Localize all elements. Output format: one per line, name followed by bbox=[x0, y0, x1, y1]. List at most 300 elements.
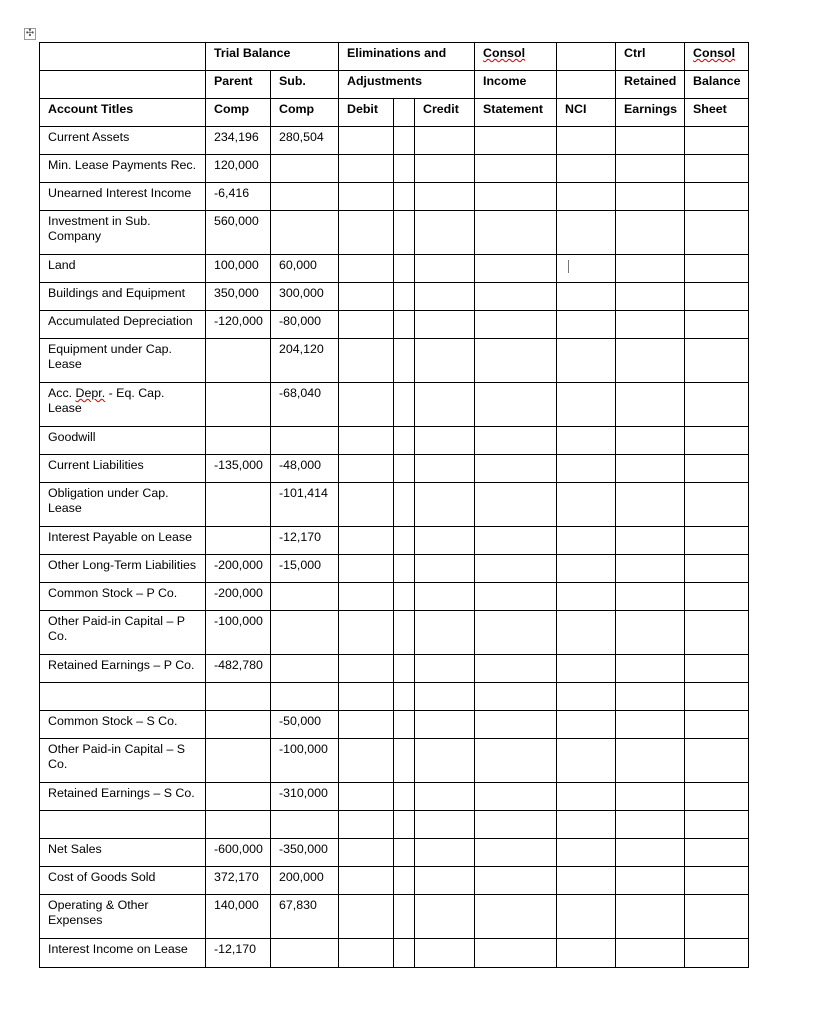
account-title[interactable]: Retained Earnings – P Co. bbox=[40, 655, 206, 683]
debit-cell[interactable] bbox=[339, 383, 394, 427]
sub-amount[interactable] bbox=[271, 939, 339, 968]
header-earnings[interactable]: Earnings bbox=[616, 99, 685, 127]
balance-cell[interactable] bbox=[685, 611, 749, 655]
credit-cell[interactable] bbox=[415, 839, 475, 867]
account-title[interactable] bbox=[40, 683, 206, 711]
parent-amount[interactable] bbox=[206, 783, 271, 811]
balance-cell[interactable] bbox=[685, 283, 749, 311]
parent-amount[interactable] bbox=[206, 811, 271, 839]
nci-cell[interactable] bbox=[557, 783, 616, 811]
sub-amount[interactable]: -350,000 bbox=[271, 839, 339, 867]
parent-amount[interactable] bbox=[206, 739, 271, 783]
retained-cell[interactable] bbox=[616, 427, 685, 455]
header-consol-income[interactable] bbox=[475, 43, 557, 71]
nci-cell[interactable] bbox=[557, 867, 616, 895]
header-nci[interactable]: NCI bbox=[557, 99, 616, 127]
gap-cell[interactable] bbox=[394, 339, 415, 383]
retained-cell[interactable] bbox=[616, 895, 685, 939]
consolidation-worksheet-table bbox=[39, 42, 749, 968]
retained-cell[interactable] bbox=[616, 483, 685, 527]
sub-amount[interactable]: 280,504 bbox=[271, 127, 339, 155]
account-title[interactable]: Retained Earnings – S Co. bbox=[40, 783, 206, 811]
gap-cell[interactable] bbox=[394, 655, 415, 683]
parent-amount[interactable]: -6,416 bbox=[206, 183, 271, 211]
nci-cell[interactable] bbox=[557, 427, 616, 455]
debit-cell[interactable] bbox=[339, 255, 394, 283]
account-title[interactable]: Investment in Sub. Company bbox=[40, 211, 206, 255]
table-row bbox=[40, 255, 749, 283]
nci-cell[interactable] bbox=[557, 939, 616, 968]
account-title[interactable]: Obligation under Cap. Lease bbox=[40, 483, 206, 527]
gap-cell[interactable] bbox=[394, 527, 415, 555]
retained-cell[interactable] bbox=[616, 939, 685, 968]
table-row bbox=[40, 839, 749, 867]
nci-cell[interactable] bbox=[557, 311, 616, 339]
nci-cell[interactable] bbox=[557, 711, 616, 739]
header-retained[interactable]: Retained bbox=[616, 71, 685, 99]
balance-cell[interactable] bbox=[685, 895, 749, 939]
table-row bbox=[40, 583, 749, 611]
nci-cell[interactable] bbox=[557, 527, 616, 555]
credit-cell[interactable] bbox=[415, 711, 475, 739]
income-cell[interactable] bbox=[475, 255, 557, 283]
header-comp-parent[interactable]: Comp bbox=[206, 99, 271, 127]
debit-cell[interactable] bbox=[339, 211, 394, 255]
parent-amount[interactable]: -482,780 bbox=[206, 655, 271, 683]
sub-amount[interactable] bbox=[271, 211, 339, 255]
credit-cell[interactable] bbox=[415, 683, 475, 711]
sub-amount[interactable]: -100,000 bbox=[271, 739, 339, 783]
sub-amount[interactable]: 200,000 bbox=[271, 867, 339, 895]
sub-amount[interactable] bbox=[271, 427, 339, 455]
sub-amount[interactable]: -80,000 bbox=[271, 311, 339, 339]
retained-cell[interactable] bbox=[616, 255, 685, 283]
parent-amount[interactable]: 120,000 bbox=[206, 155, 271, 183]
header-row-2 bbox=[40, 71, 749, 99]
income-cell[interactable] bbox=[475, 711, 557, 739]
balance-cell[interactable] bbox=[685, 183, 749, 211]
nci-cell[interactable] bbox=[557, 211, 616, 255]
credit-cell[interactable] bbox=[415, 211, 475, 255]
retained-cell[interactable] bbox=[616, 127, 685, 155]
gap-cell[interactable] bbox=[394, 555, 415, 583]
gap-cell[interactable] bbox=[394, 255, 415, 283]
income-cell[interactable] bbox=[475, 783, 557, 811]
account-title[interactable]: Buildings and Equipment bbox=[40, 283, 206, 311]
header-blank-cell[interactable] bbox=[40, 43, 206, 71]
debit-cell[interactable] bbox=[339, 683, 394, 711]
income-cell[interactable] bbox=[475, 655, 557, 683]
credit-cell[interactable] bbox=[415, 339, 475, 383]
debit-cell[interactable] bbox=[339, 611, 394, 655]
gap-cell[interactable] bbox=[394, 683, 415, 711]
sub-amount[interactable]: -48,000 bbox=[271, 455, 339, 483]
parent-amount[interactable]: -135,000 bbox=[206, 455, 271, 483]
parent-amount[interactable] bbox=[206, 339, 271, 383]
nci-cell[interactable] bbox=[557, 683, 616, 711]
nci-cell[interactable] bbox=[557, 811, 616, 839]
balance-cell[interactable] bbox=[685, 155, 749, 183]
parent-amount[interactable]: -12,170 bbox=[206, 939, 271, 968]
credit-cell[interactable] bbox=[415, 255, 475, 283]
credit-cell[interactable] bbox=[415, 783, 475, 811]
debit-cell[interactable] bbox=[339, 839, 394, 867]
parent-amount[interactable]: -100,000 bbox=[206, 611, 271, 655]
sub-amount[interactable]: -68,040 bbox=[271, 383, 339, 427]
debit-cell[interactable] bbox=[339, 283, 394, 311]
debit-cell[interactable] bbox=[339, 339, 394, 383]
balance-cell[interactable] bbox=[685, 483, 749, 527]
parent-amount[interactable]: -600,000 bbox=[206, 839, 271, 867]
balance-cell[interactable] bbox=[685, 211, 749, 255]
retained-cell[interactable] bbox=[616, 739, 685, 783]
sub-amount[interactable] bbox=[271, 611, 339, 655]
retained-cell[interactable] bbox=[616, 683, 685, 711]
nci-cell[interactable] bbox=[557, 895, 616, 939]
gap-cell[interactable] bbox=[394, 711, 415, 739]
income-cell[interactable] bbox=[475, 527, 557, 555]
debit-cell[interactable] bbox=[339, 867, 394, 895]
retained-cell[interactable] bbox=[616, 211, 685, 255]
header-income[interactable]: Income bbox=[475, 71, 557, 99]
credit-cell[interactable] bbox=[415, 867, 475, 895]
income-cell[interactable] bbox=[475, 555, 557, 583]
income-cell[interactable] bbox=[475, 383, 557, 427]
retained-cell[interactable] bbox=[616, 811, 685, 839]
account-title[interactable]: Common Stock – P Co. bbox=[40, 583, 206, 611]
gap-cell[interactable] bbox=[394, 427, 415, 455]
table-row bbox=[40, 655, 749, 683]
account-title[interactable]: Interest Income on Lease bbox=[40, 939, 206, 968]
gap-cell[interactable] bbox=[394, 583, 415, 611]
retained-cell[interactable] bbox=[616, 611, 685, 655]
sub-amount[interactable] bbox=[271, 655, 339, 683]
credit-cell[interactable] bbox=[415, 527, 475, 555]
header-eliminations-and[interactable]: Eliminations and bbox=[339, 43, 475, 71]
balance-cell[interactable] bbox=[685, 383, 749, 427]
income-cell[interactable] bbox=[475, 895, 557, 939]
header-trial-balance[interactable]: Trial Balance bbox=[206, 43, 339, 71]
header-ctrl[interactable]: Ctrl bbox=[616, 43, 685, 71]
retained-cell[interactable] bbox=[616, 455, 685, 483]
debit-cell[interactable] bbox=[339, 939, 394, 968]
gap-cell[interactable] bbox=[394, 383, 415, 427]
gap-cell[interactable] bbox=[394, 811, 415, 839]
income-cell[interactable] bbox=[475, 683, 557, 711]
income-cell[interactable] bbox=[475, 211, 557, 255]
table-row bbox=[40, 283, 749, 311]
header-sheet[interactable]: Sheet bbox=[685, 99, 749, 127]
debit-cell[interactable] bbox=[339, 655, 394, 683]
nci-cell[interactable] bbox=[557, 739, 616, 783]
account-title[interactable]: Goodwill bbox=[40, 427, 206, 455]
header-comp-sub[interactable]: Comp bbox=[271, 99, 339, 127]
balance-cell[interactable] bbox=[685, 783, 749, 811]
income-cell[interactable] bbox=[475, 311, 557, 339]
balance-cell[interactable] bbox=[685, 839, 749, 867]
header-credit[interactable]: Credit bbox=[415, 99, 475, 127]
retained-cell[interactable] bbox=[616, 711, 685, 739]
table-row bbox=[40, 739, 749, 783]
gap-cell[interactable] bbox=[394, 839, 415, 867]
debit-cell[interactable] bbox=[339, 895, 394, 939]
sub-amount[interactable] bbox=[271, 583, 339, 611]
sub-amount[interactable]: -15,000 bbox=[271, 555, 339, 583]
account-title[interactable]: Other Paid-in Capital – P Co. bbox=[40, 611, 206, 655]
nci-cell[interactable] bbox=[557, 383, 616, 427]
parent-amount[interactable]: -120,000 bbox=[206, 311, 271, 339]
header-statement[interactable]: Statement bbox=[475, 99, 557, 127]
account-title[interactable]: Current Liabilities bbox=[40, 455, 206, 483]
retained-cell[interactable] bbox=[616, 339, 685, 383]
retained-cell[interactable] bbox=[616, 555, 685, 583]
header-nci-blank[interactable] bbox=[557, 71, 616, 99]
credit-cell[interactable] bbox=[415, 311, 475, 339]
retained-cell[interactable] bbox=[616, 283, 685, 311]
credit-cell[interactable] bbox=[415, 655, 475, 683]
balance-cell[interactable] bbox=[685, 811, 749, 839]
nci-cell[interactable] bbox=[557, 255, 616, 283]
balance-cell[interactable] bbox=[685, 527, 749, 555]
credit-cell[interactable] bbox=[415, 811, 475, 839]
nci-cell[interactable] bbox=[557, 555, 616, 583]
credit-cell[interactable] bbox=[415, 283, 475, 311]
gap-cell[interactable] bbox=[394, 283, 415, 311]
credit-cell[interactable] bbox=[415, 183, 475, 211]
sub-amount[interactable]: 300,000 bbox=[271, 283, 339, 311]
parent-amount[interactable]: 100,000 bbox=[206, 255, 271, 283]
gap-cell[interactable] bbox=[394, 867, 415, 895]
parent-amount[interactable]: 140,000 bbox=[206, 895, 271, 939]
credit-cell[interactable] bbox=[415, 383, 475, 427]
nci-cell[interactable] bbox=[557, 155, 616, 183]
credit-cell[interactable] bbox=[415, 483, 475, 527]
nci-cell[interactable] bbox=[557, 183, 616, 211]
parent-amount[interactable]: 350,000 bbox=[206, 283, 271, 311]
balance-cell[interactable] bbox=[685, 655, 749, 683]
credit-cell[interactable] bbox=[415, 127, 475, 155]
debit-cell[interactable] bbox=[339, 711, 394, 739]
balance-cell[interactable] bbox=[685, 555, 749, 583]
table-row bbox=[40, 711, 749, 739]
account-title[interactable]: Other Long-Term Liabilities bbox=[40, 555, 206, 583]
retained-cell[interactable] bbox=[616, 783, 685, 811]
parent-amount[interactable]: -200,000 bbox=[206, 555, 271, 583]
balance-cell[interactable] bbox=[685, 455, 749, 483]
retained-cell[interactable] bbox=[616, 155, 685, 183]
header-balance[interactable]: Balance bbox=[685, 71, 749, 99]
retained-cell[interactable] bbox=[616, 655, 685, 683]
sub-amount[interactable] bbox=[271, 183, 339, 211]
income-cell[interactable] bbox=[475, 839, 557, 867]
retained-cell[interactable] bbox=[616, 527, 685, 555]
header-gap[interactable] bbox=[394, 99, 415, 127]
account-title[interactable]: Equipment under Cap. Lease bbox=[40, 339, 206, 383]
balance-cell[interactable] bbox=[685, 739, 749, 783]
debit-cell[interactable] bbox=[339, 555, 394, 583]
balance-cell[interactable] bbox=[685, 939, 749, 968]
nci-cell[interactable] bbox=[557, 455, 616, 483]
header-account-titles[interactable]: Account Titles bbox=[40, 99, 206, 127]
account-title[interactable]: Interest Payable on Lease bbox=[40, 527, 206, 555]
gap-cell[interactable] bbox=[394, 611, 415, 655]
account-title[interactable]: Common Stock – S Co. bbox=[40, 711, 206, 739]
credit-cell[interactable] bbox=[415, 155, 475, 183]
gap-cell[interactable] bbox=[394, 183, 415, 211]
header-parent[interactable]: Parent bbox=[206, 71, 271, 99]
income-cell[interactable] bbox=[475, 339, 557, 383]
gap-cell[interactable] bbox=[394, 783, 415, 811]
debit-cell[interactable] bbox=[339, 427, 394, 455]
retained-cell[interactable] bbox=[616, 583, 685, 611]
gap-cell[interactable] bbox=[394, 895, 415, 939]
sub-amount[interactable]: -101,414 bbox=[271, 483, 339, 527]
gap-cell[interactable] bbox=[394, 739, 415, 783]
debit-cell[interactable] bbox=[339, 455, 394, 483]
income-cell[interactable] bbox=[475, 483, 557, 527]
balance-cell[interactable] bbox=[685, 311, 749, 339]
nci-cell[interactable] bbox=[557, 127, 616, 155]
income-cell[interactable] bbox=[475, 127, 557, 155]
sub-amount[interactable] bbox=[271, 683, 339, 711]
income-cell[interactable] bbox=[475, 867, 557, 895]
retained-cell[interactable] bbox=[616, 383, 685, 427]
income-cell[interactable] bbox=[475, 811, 557, 839]
credit-cell[interactable] bbox=[415, 611, 475, 655]
sub-amount[interactable] bbox=[271, 811, 339, 839]
nci-cell[interactable] bbox=[557, 839, 616, 867]
header-nci-blank[interactable] bbox=[557, 43, 616, 71]
account-title[interactable]: Min. Lease Payments Rec. bbox=[40, 155, 206, 183]
nci-cell[interactable] bbox=[557, 283, 616, 311]
parent-amount[interactable]: 234,196 bbox=[206, 127, 271, 155]
header-blank-cell[interactable] bbox=[40, 71, 206, 99]
income-cell[interactable] bbox=[475, 155, 557, 183]
debit-cell[interactable] bbox=[339, 783, 394, 811]
header-adjustments[interactable]: Adjustments bbox=[339, 71, 475, 99]
income-cell[interactable] bbox=[475, 939, 557, 968]
parent-amount[interactable] bbox=[206, 711, 271, 739]
account-title[interactable]: Net Sales bbox=[40, 839, 206, 867]
table-move-handle-icon[interactable]: ✣ bbox=[25, 28, 35, 39]
header-debit[interactable]: Debit bbox=[339, 99, 394, 127]
credit-cell[interactable] bbox=[415, 427, 475, 455]
credit-cell[interactable] bbox=[415, 583, 475, 611]
account-title[interactable]: Operating & Other Expenses bbox=[40, 895, 206, 939]
header-sub[interactable]: Sub. bbox=[271, 71, 339, 99]
account-title[interactable]: Cost of Goods Sold bbox=[40, 867, 206, 895]
debit-cell[interactable] bbox=[339, 311, 394, 339]
sub-amount[interactable]: 204,120 bbox=[271, 339, 339, 383]
account-title[interactable]: Unearned Interest Income bbox=[40, 183, 206, 211]
parent-amount[interactable]: -200,000 bbox=[206, 583, 271, 611]
income-cell[interactable] bbox=[475, 583, 557, 611]
retained-cell[interactable] bbox=[616, 183, 685, 211]
text-cursor bbox=[568, 260, 569, 273]
gap-cell[interactable] bbox=[394, 211, 415, 255]
gap-cell[interactable] bbox=[394, 455, 415, 483]
header-consol-balance[interactable] bbox=[685, 43, 749, 71]
debit-cell[interactable] bbox=[339, 739, 394, 783]
parent-amount[interactable] bbox=[206, 427, 271, 455]
sub-amount[interactable]: 67,830 bbox=[271, 895, 339, 939]
header-row-1 bbox=[40, 43, 749, 71]
debit-cell[interactable] bbox=[339, 483, 394, 527]
credit-cell[interactable] bbox=[415, 739, 475, 783]
account-title[interactable]: Current Assets bbox=[40, 127, 206, 155]
gap-cell[interactable] bbox=[394, 483, 415, 527]
credit-cell[interactable] bbox=[415, 895, 475, 939]
income-cell[interactable] bbox=[475, 455, 557, 483]
balance-cell[interactable] bbox=[685, 867, 749, 895]
gap-cell[interactable] bbox=[394, 939, 415, 968]
table-row bbox=[40, 483, 749, 527]
debit-cell[interactable] bbox=[339, 583, 394, 611]
account-title[interactable]: Accumulated Depreciation bbox=[40, 311, 206, 339]
sub-amount[interactable]: -50,000 bbox=[271, 711, 339, 739]
account-title[interactable] bbox=[40, 383, 206, 427]
table-row bbox=[40, 867, 749, 895]
income-cell[interactable] bbox=[475, 283, 557, 311]
nci-cell[interactable] bbox=[557, 655, 616, 683]
income-cell[interactable] bbox=[475, 611, 557, 655]
consol-balance-word: Consol bbox=[693, 46, 736, 60]
sub-amount[interactable] bbox=[271, 155, 339, 183]
account-title[interactable] bbox=[40, 811, 206, 839]
sub-amount[interactable]: -310,000 bbox=[271, 783, 339, 811]
nci-cell[interactable] bbox=[557, 611, 616, 655]
nci-cell[interactable] bbox=[557, 483, 616, 527]
gap-cell[interactable] bbox=[394, 311, 415, 339]
parent-amount[interactable]: 560,000 bbox=[206, 211, 271, 255]
debit-cell[interactable] bbox=[339, 527, 394, 555]
balance-cell[interactable] bbox=[685, 427, 749, 455]
balance-cell[interactable] bbox=[685, 683, 749, 711]
debit-cell[interactable] bbox=[339, 183, 394, 211]
sub-amount[interactable]: 60,000 bbox=[271, 255, 339, 283]
parent-amount[interactable]: 372,170 bbox=[206, 867, 271, 895]
credit-cell[interactable] bbox=[415, 555, 475, 583]
retained-cell[interactable] bbox=[616, 311, 685, 339]
gap-cell[interactable] bbox=[394, 127, 415, 155]
parent-amount[interactable] bbox=[206, 483, 271, 527]
gap-cell[interactable] bbox=[394, 155, 415, 183]
credit-cell[interactable] bbox=[415, 939, 475, 968]
retained-cell[interactable] bbox=[616, 867, 685, 895]
account-title[interactable]: Land bbox=[40, 255, 206, 283]
balance-cell[interactable] bbox=[685, 339, 749, 383]
income-cell[interactable] bbox=[475, 183, 557, 211]
balance-cell[interactable] bbox=[685, 127, 749, 155]
debit-cell[interactable] bbox=[339, 155, 394, 183]
income-cell[interactable] bbox=[475, 427, 557, 455]
parent-amount[interactable] bbox=[206, 683, 271, 711]
credit-cell[interactable] bbox=[415, 455, 475, 483]
balance-cell[interactable] bbox=[685, 255, 749, 283]
parent-amount[interactable] bbox=[206, 527, 271, 555]
debit-cell[interactable] bbox=[339, 127, 394, 155]
nci-cell[interactable] bbox=[557, 583, 616, 611]
nci-cell[interactable] bbox=[557, 339, 616, 383]
account-title[interactable]: Other Paid-in Capital – S Co. bbox=[40, 739, 206, 783]
parent-amount[interactable] bbox=[206, 383, 271, 427]
sub-amount[interactable]: -12,170 bbox=[271, 527, 339, 555]
retained-cell[interactable] bbox=[616, 839, 685, 867]
balance-cell[interactable] bbox=[685, 711, 749, 739]
debit-cell[interactable] bbox=[339, 811, 394, 839]
balance-cell[interactable] bbox=[685, 583, 749, 611]
income-cell[interactable] bbox=[475, 739, 557, 783]
